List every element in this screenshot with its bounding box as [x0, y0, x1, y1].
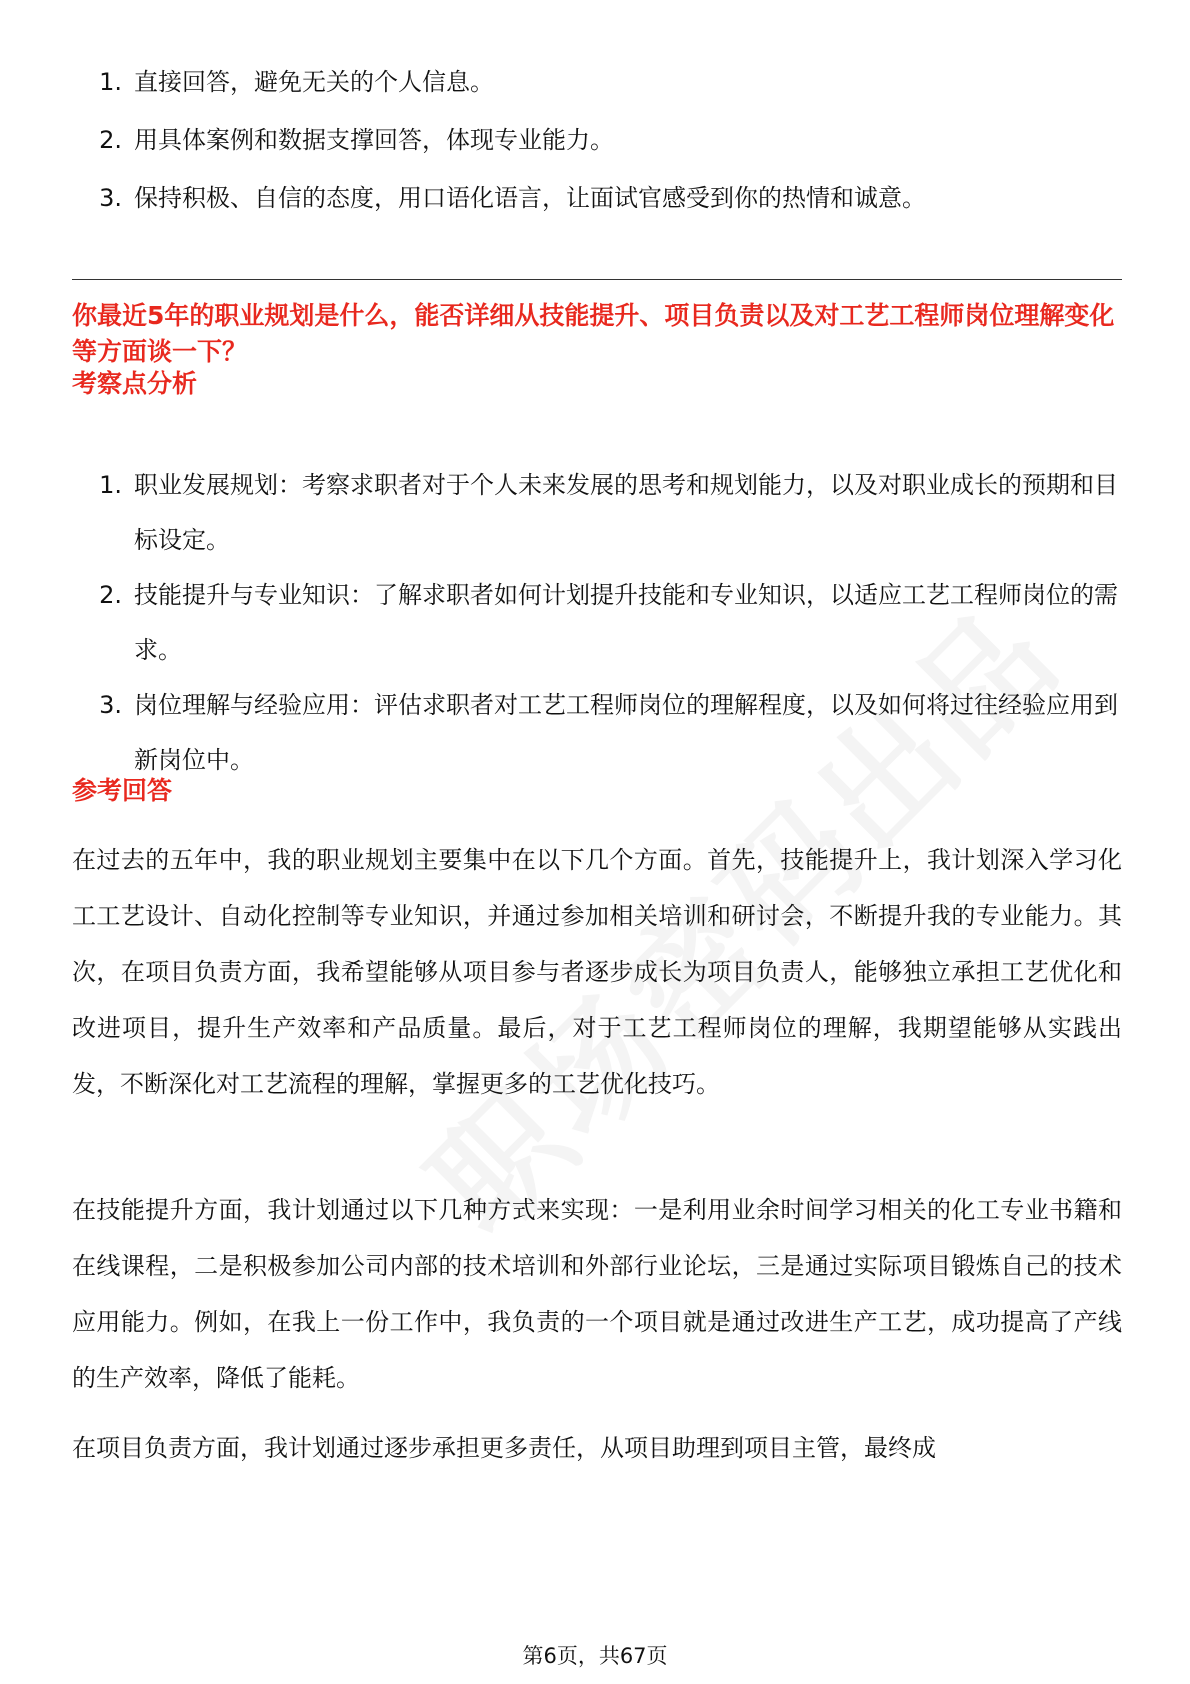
- list-number: 2.: [99, 581, 122, 609]
- list-text: 职业发展规划：考察求职者对于个人未来发展的思考和规划能力，以及对职业成长的预期和目标设定。: [134, 471, 1118, 554]
- tips-list: [72, 53, 1122, 227]
- list-number: 3.: [99, 184, 122, 212]
- list-number: 1.: [99, 471, 122, 499]
- list-item: [72, 568, 1122, 678]
- list-number: 3.: [99, 691, 122, 719]
- page-footer: 第6页，共67页: [522, 1644, 668, 1668]
- list-item: [72, 53, 1122, 111]
- answer-heading: 参考回答: [72, 776, 173, 805]
- question-title: 你最近5年的职业规划是什么，能否详细从技能提升、项目负责以及对工艺工程师岗位理解变化等方面谈一下？: [72, 301, 1115, 366]
- list-item: [72, 169, 1122, 227]
- list-item: [72, 111, 1122, 169]
- list-number: 2.: [99, 126, 122, 154]
- list-text: 保持积极、自信的态度，用口语化语言，让面试官感受到你的热情和诚意。: [134, 184, 926, 212]
- analysis-list: [72, 458, 1122, 788]
- answer-paragraph: 在项目负责方面，我计划通过逐步承担更多责任，从项目助理到项目主管，最终成: [72, 1434, 936, 1462]
- list-item: [72, 678, 1122, 788]
- list-text: 岗位理解与经验应用：评估求职者对工艺工程师岗位的理解程度，以及如何将过往经验应用到新岗位中。: [134, 691, 1118, 774]
- list-text: 用具体案例和数据支撑回答，体现专业能力。: [134, 126, 614, 154]
- answer-paragraph: 在技能提升方面，我计划通过以下几种方式来实现：一是利用业余时间学习相关的化工专业书籍和在线课程，二是积极参加公司内部的技术培训和外部行业论坛，三是通过实际项目锻炼自己的技术应用能力。例如，在我上一份工作中，我负责的一个项目就是通过改进生产工艺，成功提高了产线的生产效率，降低了能耗。: [72, 1196, 1122, 1392]
- list-text: 技能提升与专业知识：了解求职者如何计划提升技能和专业知识，以适应工艺工程师岗位的需求。: [134, 581, 1118, 664]
- answer-paragraph: 在过去的五年中，我的职业规划主要集中在以下几个方面。首先，技能提升上，我计划深入学习化工工艺设计、自动化控制等专业知识，并通过参加相关培训和研讨会，不断提升我的专业能力。其次，在项目负责方面，我希望能够从项目参与者逐步成长为项目负责人，能够独立承担工艺优化和改进项目，提升生产效率和产品质量。最后，对于工艺工程师岗位的理解，我期望能够从实践出发，不断深化对工艺流程的理解，掌握更多的工艺优化技巧。: [72, 846, 1122, 1098]
- list-text: 直接回答，避免无关的个人信息。: [134, 68, 494, 96]
- list-item: [72, 458, 1122, 568]
- list-number: 1.: [99, 68, 122, 96]
- section-divider: [72, 279, 1122, 280]
- analysis-heading: 考察点分析: [72, 369, 198, 398]
